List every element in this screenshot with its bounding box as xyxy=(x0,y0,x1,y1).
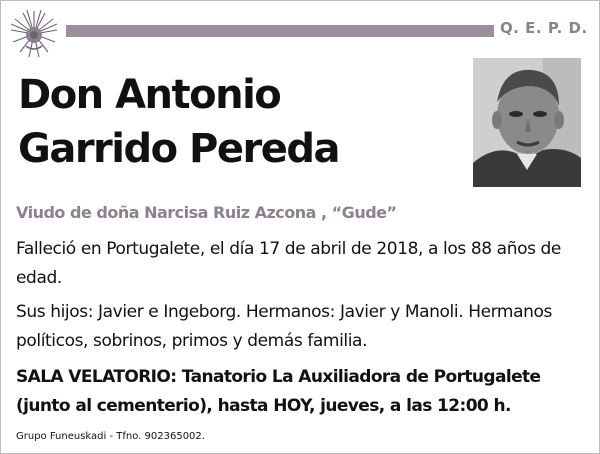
funeral-home-contact: Grupo Funeuskadi - Tfno. 902365002. xyxy=(16,431,205,442)
thistle-icon xyxy=(8,8,60,60)
qepd-label: Q. E. P. D. xyxy=(500,19,588,37)
death-announcement: Falleció en Portugalete, el día 17 de abril de 2018, a los 88 años de edad. xyxy=(16,239,561,288)
portrait-photo xyxy=(473,58,581,187)
deceased-name xyxy=(18,68,458,176)
portrait-image xyxy=(473,58,581,187)
header-bar xyxy=(66,25,494,37)
wake-location: SALA VELATORIO: Tanatorio La Auxiliadora de Portugalete (junto al cementerio), hasta HOY, jueves, a las 12:00 h. xyxy=(16,367,541,416)
widower-subtitle: Viudo de doña Narcisa Ruiz Azcona , “Gude” xyxy=(16,203,397,222)
name-line-1: Don Antonio xyxy=(18,72,281,118)
family-list: Sus hijos: Javier e Ingeborg. Hermanos: Javier y Manoli. Hermanos políticos, sobrinos, primos y demás familia. xyxy=(16,302,552,351)
name-line-2: Garrido Pereda xyxy=(18,126,339,172)
